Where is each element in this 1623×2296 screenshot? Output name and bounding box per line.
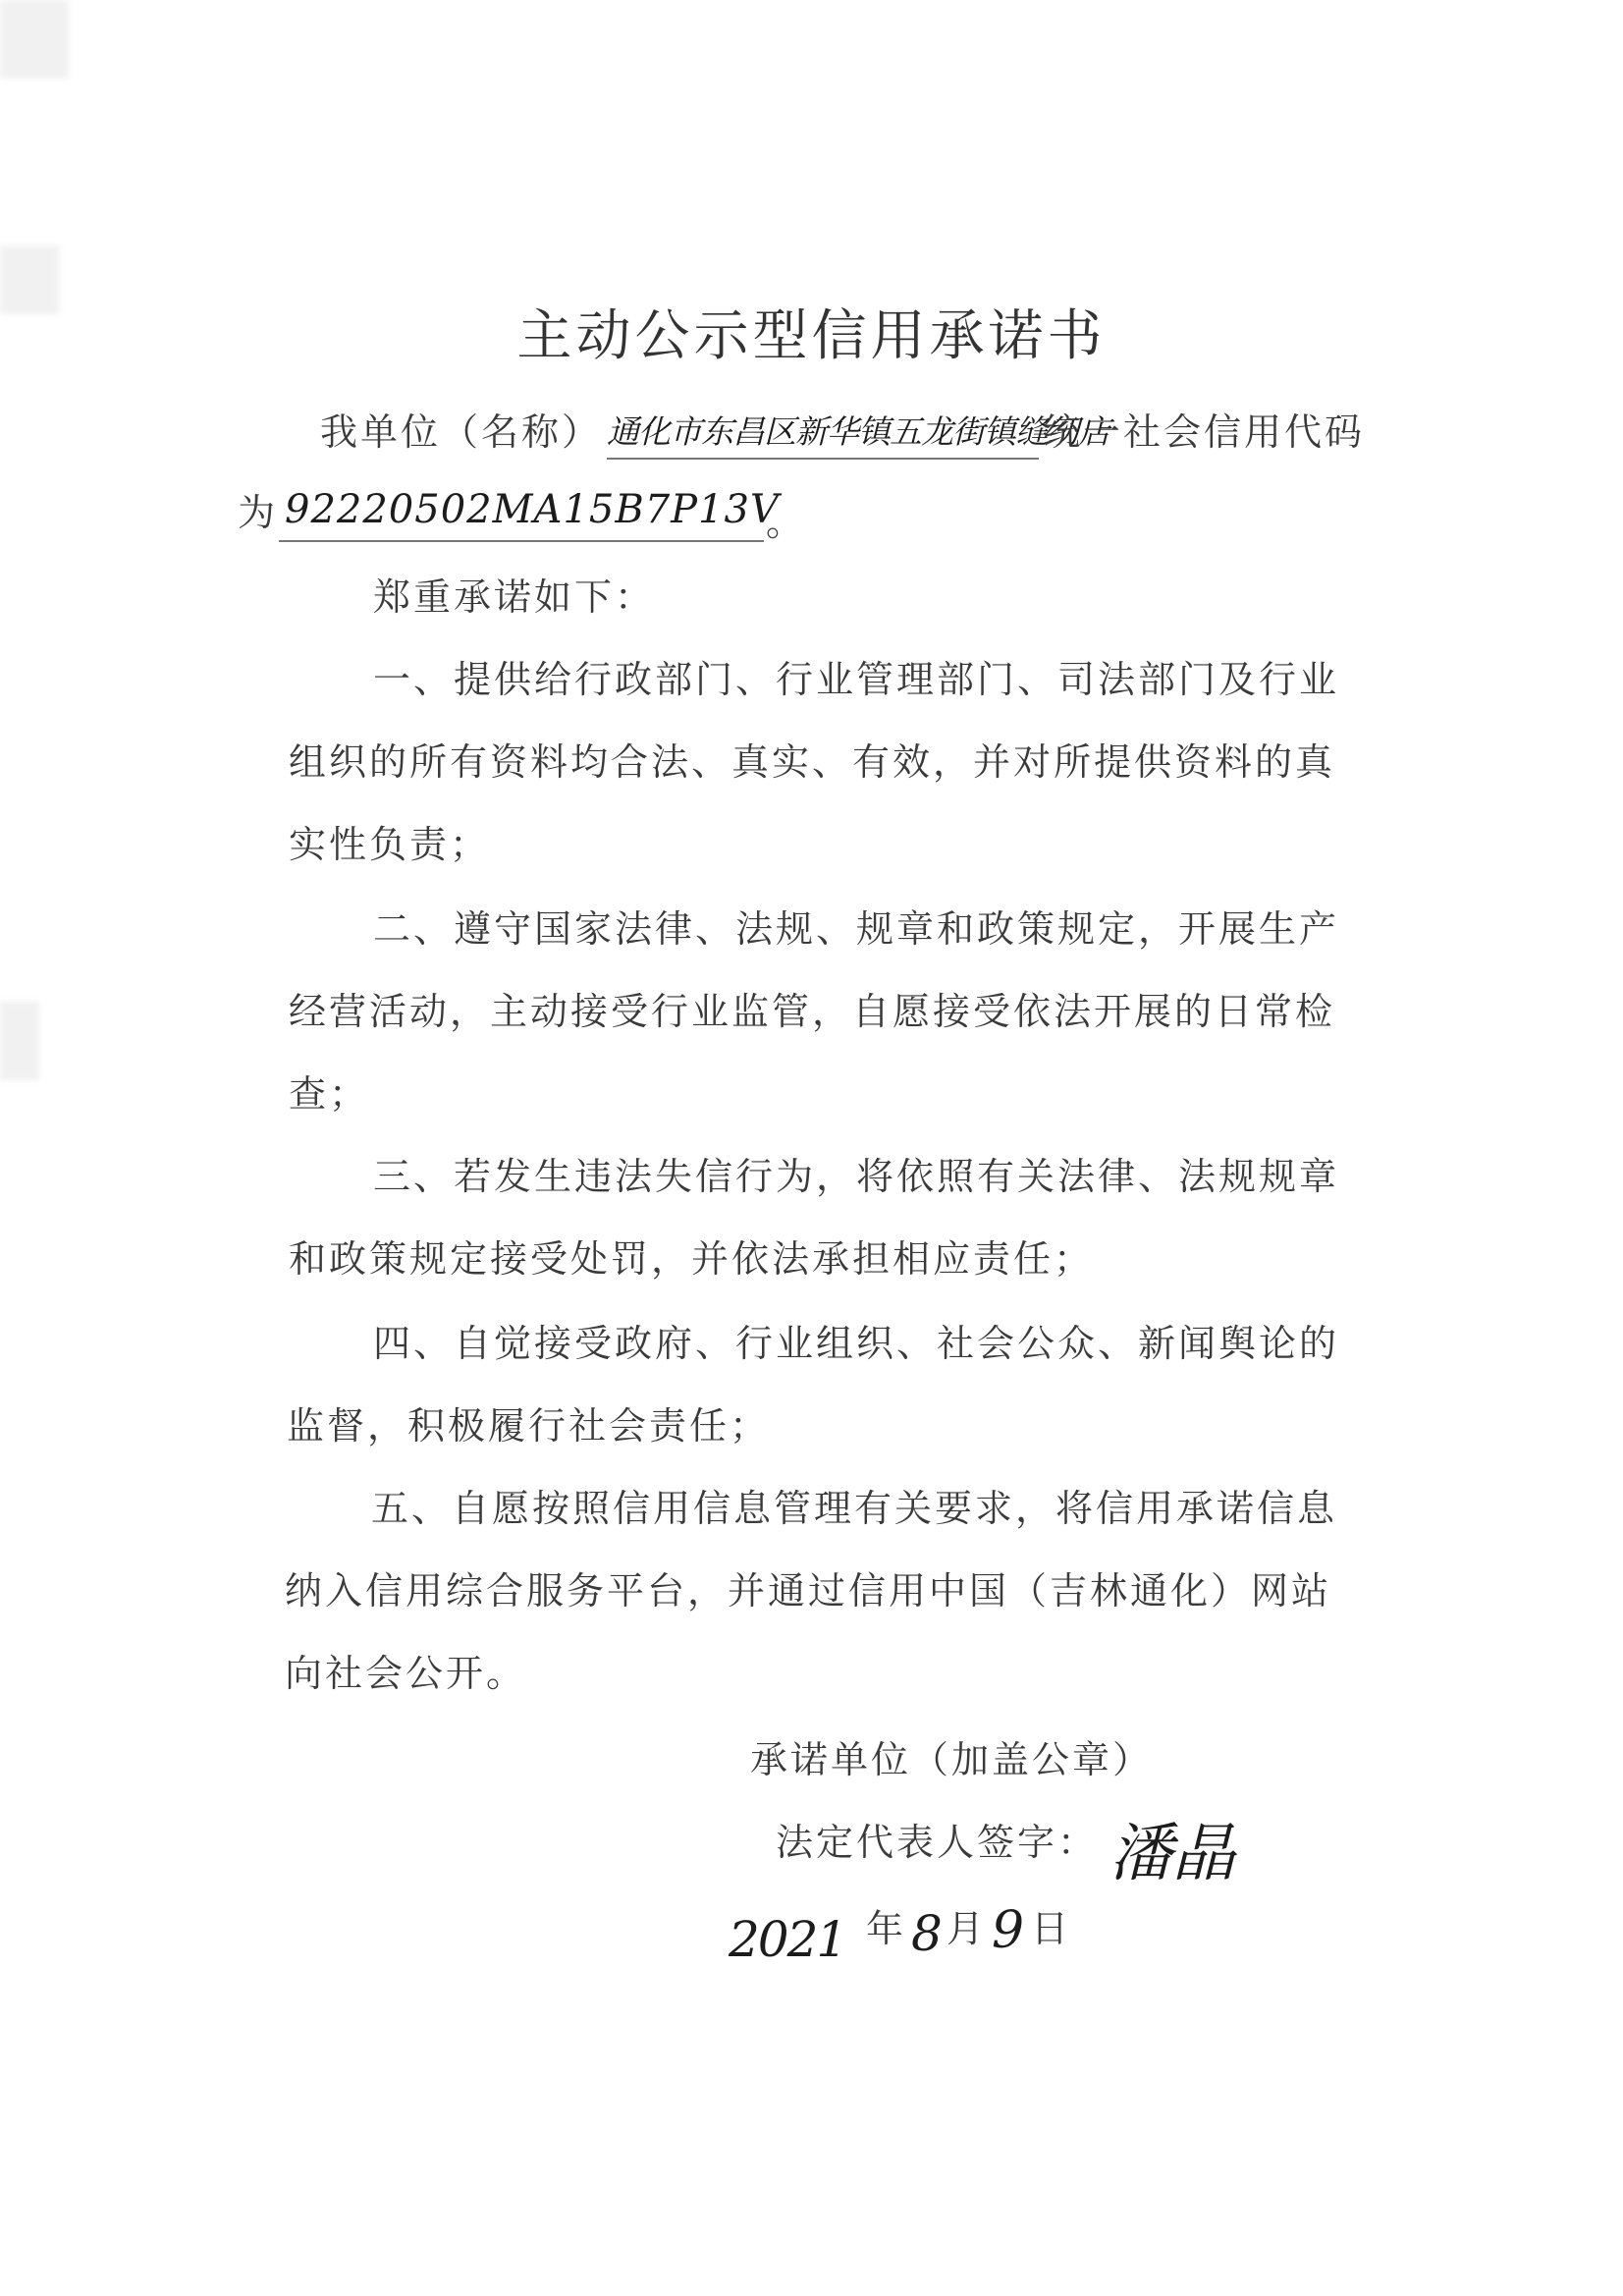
scan-artifact-low [0,1002,39,1080]
body-line-11: 监督，积极履行社会责任； [287,1404,771,1448]
scan-artifact-top [0,0,69,79]
intro-line1-suffix: 统一社会信用代码 [1043,410,1366,454]
year-char: 年 [866,1907,907,1950]
intro-line2-suffix: 。 [766,501,807,544]
body-line-4: 实性负责； [289,823,491,866]
body-line-10: 四、自觉接受政府、行业组织、社会公众、新闻舆论的 [373,1322,1340,1365]
body-line-13: 纳入信用综合服务平台，并通过信用中国（吉林通化）网站 [285,1569,1332,1613]
body-line-2: 一、提供给行政部门、行业管理部门、司法部门及行业 [373,658,1340,701]
promise-unit-label: 承诺单位（加盖公章） [750,1738,1154,1781]
body-line-7: 查； [289,1072,370,1116]
body-line-3: 组织的所有资料均合法、真实、有效，并对所提供资料的真 [289,740,1336,784]
handwritten-credit-code: 92220502MA15B7P13V [285,487,780,532]
day-char: 日 [1031,1907,1072,1950]
representative-signature: 潘晶 [1109,1818,1235,1890]
body-line-14: 向社会公开。 [285,1652,527,1695]
handwritten-day: 9 [992,1901,1025,1960]
body-line-12: 五、自愿按照信用信息管理有关要求，将信用承诺信息 [371,1487,1338,1530]
legal-rep-label: 法定代表人签字： [776,1821,1099,1864]
body-line-9: 和政策规定接受处罚，并依法承担相应责任； [289,1237,1095,1281]
body-line-6: 经营活动，主动接受行业监管，自愿接受依法开展的日常检 [289,990,1336,1033]
credit-code-underline [279,540,764,542]
body-line-1: 郑重承诺如下： [373,575,656,619]
handwritten-month: 8 [911,1905,943,1962]
document-title: 主动公示型信用承诺书 [516,304,1107,368]
body-line-5: 二、遵守国家法律、法规、规章和政策规定，开展生产 [373,907,1340,951]
month-char: 月 [947,1907,988,1950]
intro-line2-prefix: 为 [238,491,279,534]
body-line-8: 三、若发生违法失信行为，将依照有关法律、法规规章 [373,1155,1340,1198]
intro-line1-prefix: 我单位（名称） [320,410,603,454]
handwritten-year: 2021 [729,1911,846,1968]
unit-name-underline [607,458,1039,460]
handwritten-unit-name: 通化市东昌区新华镇五龙街镇缝纫店 [607,412,1109,451]
